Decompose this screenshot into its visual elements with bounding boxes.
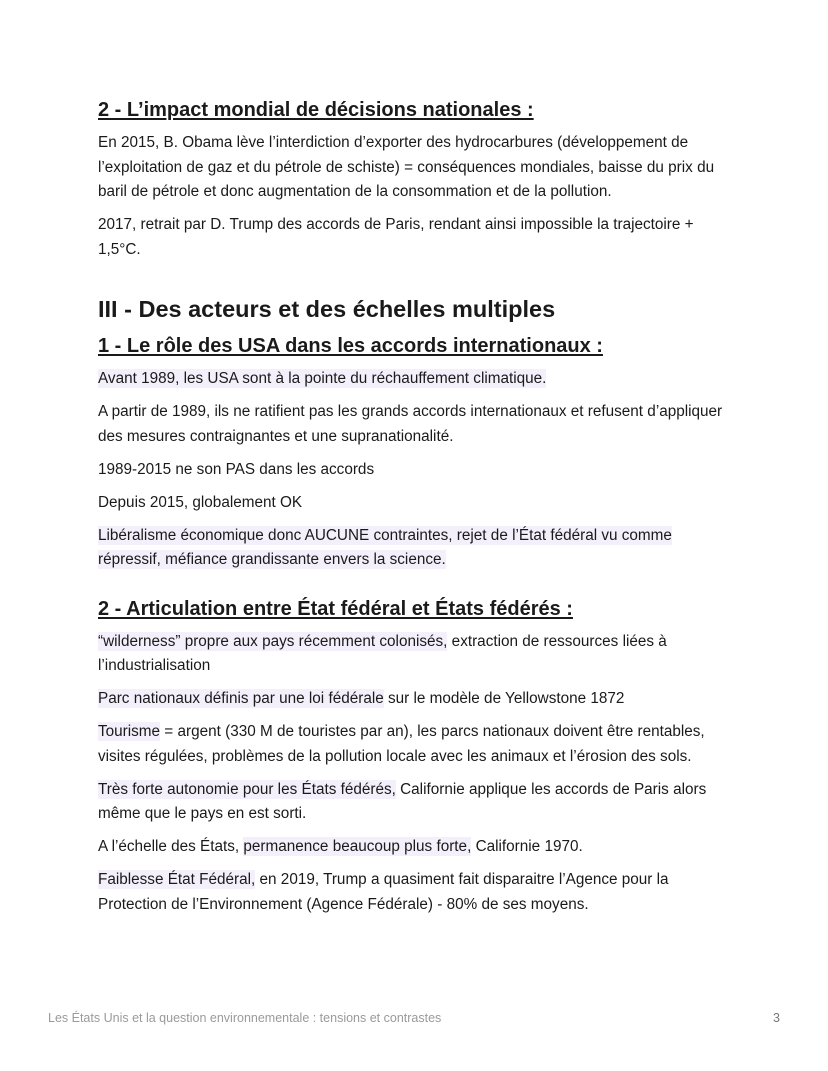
paragraph-tourisme [98, 720, 738, 769]
part-title-acteurs-echelles: III - Des acteurs et des échelles multiples [98, 296, 556, 322]
section-heading-role-usa: 1 - Le rôle des USA dans les accords internationaux : [98, 335, 603, 357]
paragraph-wilderness [98, 630, 738, 679]
paragraph-depuis-2015: Depuis 2015, globalement OK [98, 493, 303, 511]
page-footer [48, 1011, 780, 1025]
highlight: Faiblesse État Fédéral, [98, 871, 256, 888]
paragraph-echelle-etats [98, 835, 738, 860]
section-heading-impact-mondial: 2 - L’impact mondial de décisions nationales : [98, 99, 534, 121]
paragraph-parcs-nationaux [98, 687, 738, 712]
text: A l’échelle des États, [98, 838, 244, 855]
paragraph-a-partir-1989: A partir de 1989, ils ne ratifient pas les grands accords internationaux et refusent d’appliquer des mesures contraignantes et une supranationalité. [98, 403, 723, 445]
paragraph-faiblesse-etat-federal [98, 868, 738, 917]
paragraph-avant-1989 [98, 367, 738, 392]
highlight: Libéralisme économique donc AUCUNE contraintes, rejet de l’État fédéral vu comme répressif, méfiance grandissante envers la science. [98, 526, 672, 568]
text: = argent (330 M de touristes par an), les parcs nationaux doivent être rentables, visites régulées, problèmes de la pollution locale avec les animaux et l’érosion des sols. [98, 723, 705, 765]
paragraph-trump-accords-paris: 2017, retrait par D. Trump des accords de Paris, rendant ainsi impossible la trajectoire + 1,5°C. [98, 216, 694, 258]
footer-title: Les États Unis et la question environnementale : tensions et contrastes [48, 1011, 442, 1025]
highlight: Avant 1989, les USA sont à la pointe du réchauffement climatique. [98, 370, 547, 387]
text: sur le modèle de Yellowstone 1872 [383, 690, 625, 707]
highlight: Parc nationaux définis par une loi fédérale [98, 690, 384, 707]
paragraph-1989-2015: 1989-2015 ne son PAS dans les accords [98, 460, 375, 478]
highlight: Très forte autonomie pour les États fédérés, [98, 780, 396, 798]
paragraph-liberalisme [98, 524, 738, 573]
highlight: Tourisme [98, 723, 161, 740]
text: Californie applique les accords de Paris alors même que le pays en est sorti. [98, 780, 707, 822]
highlight: permanence beaucoup plus forte, [243, 838, 472, 855]
text: en 2019, Trump a quasiment fait disparaitre l’Agence pour la Protection de l’Environnement (Agence Fédérale) - 80% de ses moyens. [98, 871, 669, 913]
highlight: “wilderness” propre aux pays récemment colonisés, [98, 632, 448, 650]
text: extraction de ressources liées à l’industrialisation [98, 632, 667, 674]
section-heading-articulation: 2 - Articulation entre État fédéral et États fédérés : [98, 597, 573, 620]
paragraph-obama-hydrocarbures: En 2015, B. Obama lève l’interdiction d’exporter des hydrocarbures (développement de l’exploitation de gaz et du pétrole de schiste) = conséquences mondiales, baisse du prix du baril de pétrole et donc augmentation de la consommation et de la pollution. [98, 134, 715, 200]
text: Californie 1970. [471, 838, 583, 855]
paragraph-autonomie-etats [98, 778, 738, 827]
page-number: 3 [773, 1011, 780, 1025]
document-page [98, 96, 738, 926]
